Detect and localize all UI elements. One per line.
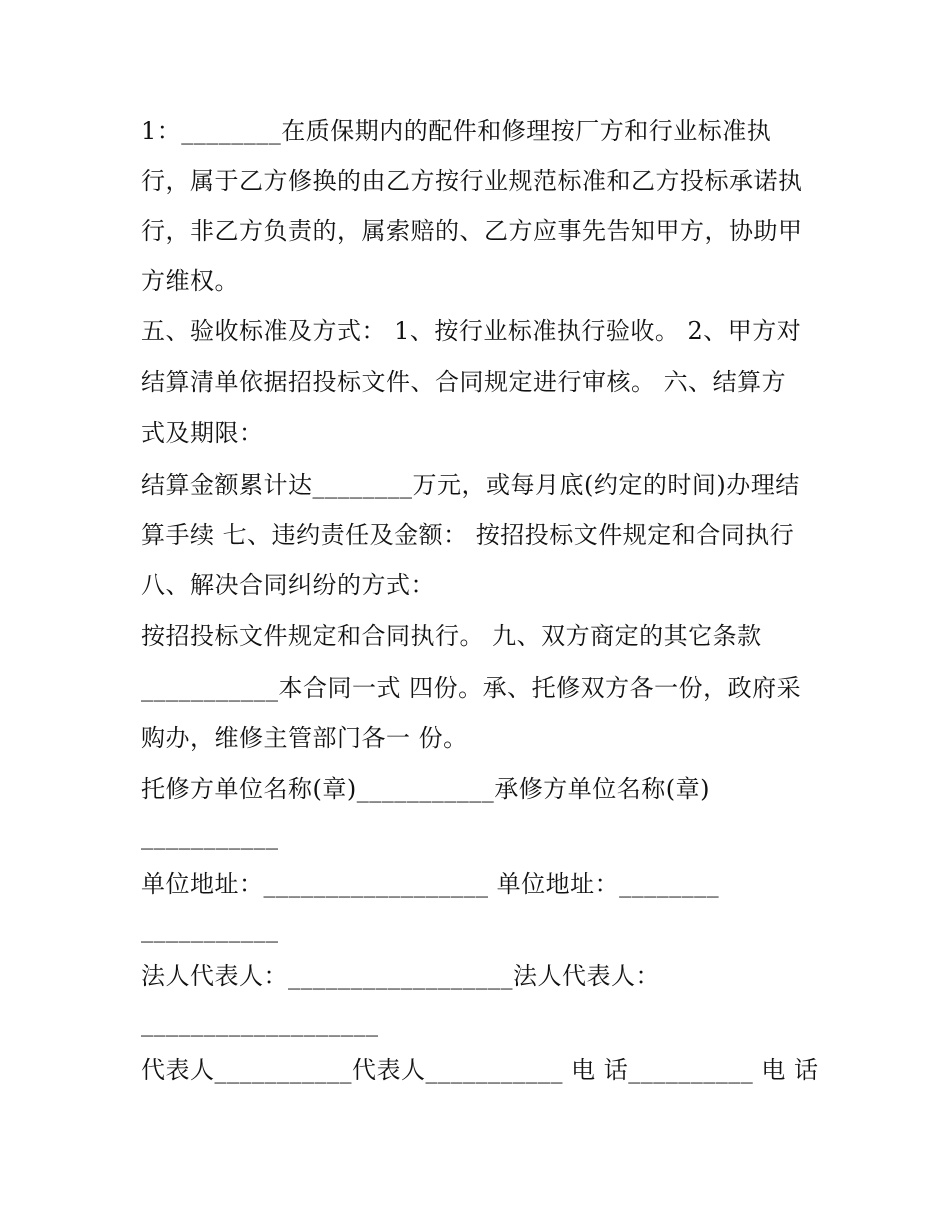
text-line: 购办，维修主管部门各一 份。 xyxy=(141,724,468,752)
text-line: 算手续 七、违约责任及金额： 按招投标文件规定和合同执行 xyxy=(141,521,795,549)
text-line: 按招投标文件规定和合同执行。 九、双方商定的其它条款 xyxy=(141,622,762,650)
text-line: 托修方单位名称(章)___________承修方单位名称(章) xyxy=(141,775,710,803)
text-line: 方维权。 xyxy=(141,267,239,295)
text-line: 结算金额累计达________万元，或每月底(约定的时间)办理结 xyxy=(141,471,800,499)
text-line: 代表人___________代表人___________ 电 话__________ 电 话 xyxy=(141,1056,819,1084)
text-line: 五、验收标准及方式： 1、按行业标准执行验收。 2、甲方对 xyxy=(141,317,802,345)
text-line: 1：________在质保期内的配件和修理按厂方和行业标准执 xyxy=(141,117,772,145)
text-line: ___________ xyxy=(141,915,279,943)
text-line: 行，属于乙方修换的由乙方按行业规范标准和乙方投标承诺执 xyxy=(141,167,803,195)
text-line: ___________本合同一式 四份。承、托修双方各一份，政府采 xyxy=(141,674,802,702)
text-line: 行，非乙方负责的，属索赔的、乙方应事先告知甲方，协助甲 xyxy=(141,217,803,245)
text-line: 单位地址：__________________ 单位地址：________ xyxy=(141,870,720,898)
text-line: 八、解决合同纠纷的方式： xyxy=(141,571,435,599)
text-line: 式及期限： xyxy=(141,419,264,447)
text-line: 法人代表人：__________________法人代表人： xyxy=(141,962,660,990)
text-line: ___________________ xyxy=(141,1009,379,1037)
text-line: ___________ xyxy=(141,822,279,850)
text-line: 结算清单依据招投标文件、合同规定进行审核。 六、结算方 xyxy=(141,368,787,396)
